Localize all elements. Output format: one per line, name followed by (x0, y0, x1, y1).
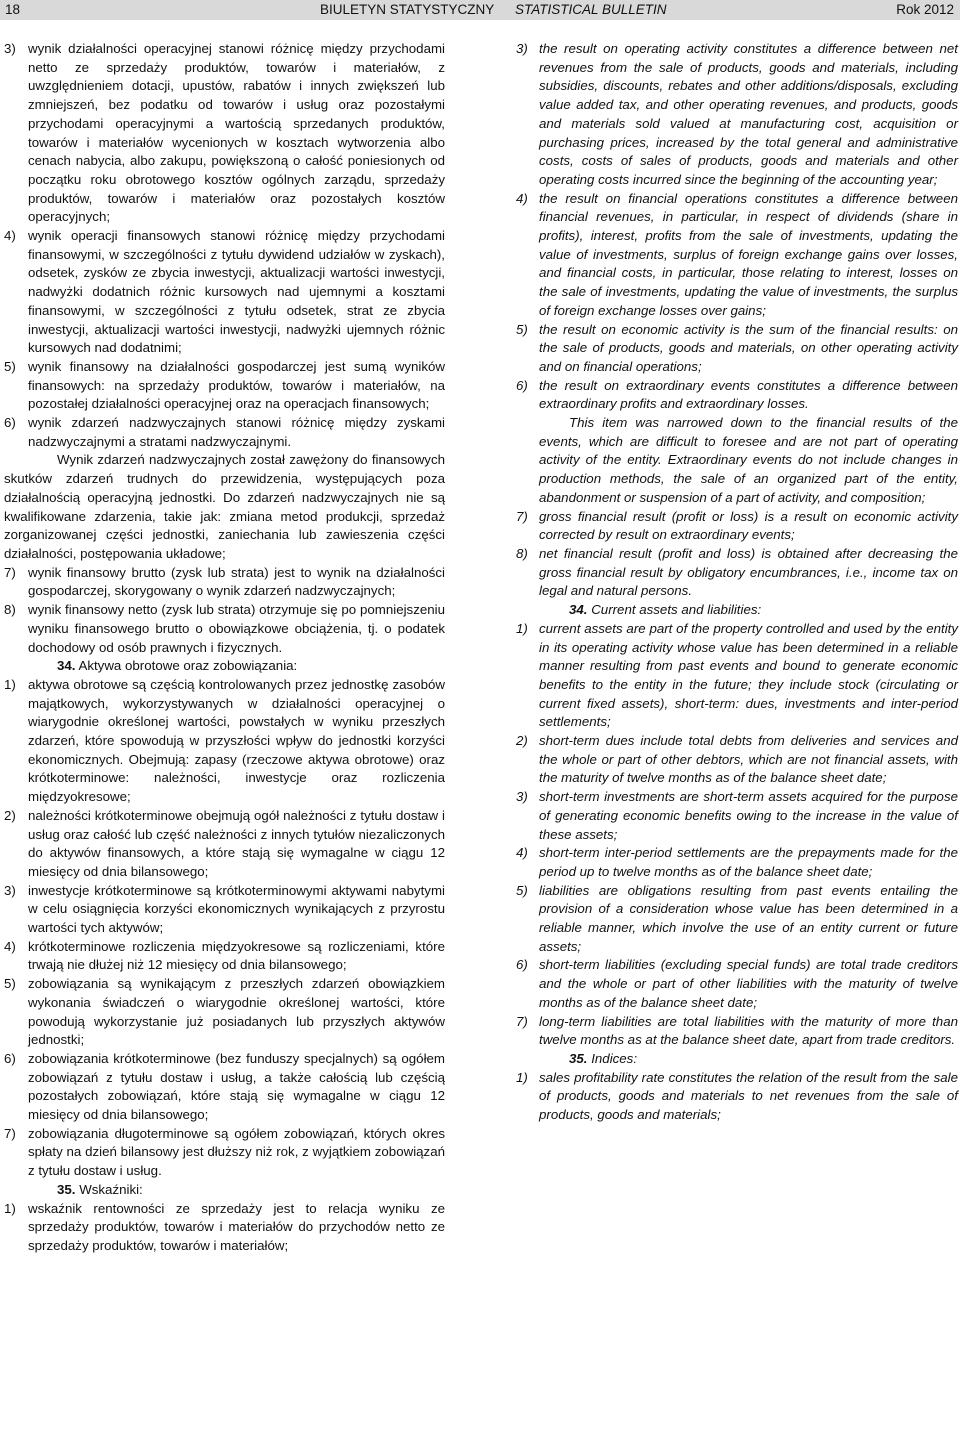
item-text: the result on economic activity is the sum of the financial results: on the sale of products, goods and materials, on other operating activity and on financial operations; (539, 321, 958, 374)
en-section-35-heading (539, 1050, 958, 1069)
pl-item-6 (4, 414, 445, 451)
item-text: sales profitability rate constitutes the relation of the result from the sale of products, goods and materials to net revenues from the sale of products, goods and materials; (539, 1069, 958, 1123)
en-item-8 (516, 545, 958, 601)
en-section-34-heading (539, 601, 958, 620)
item-text: inwestycje krótkoterminowe są krótkoterminowymi aktywami nabytymi w celu osiągnięcia korzyści ekonomicznych wynikających z przyrostu wartości tych aktywów; (28, 882, 445, 936)
item-text: the result on operating activity constitutes a difference between net revenues from the sale of products, goods and materials, including subsidies, discounts, rebates and other additions/disposals, excluding value added tax, and other operating revenues, and products, goods and materials sold valued at manufacturing cost, acquisition or purchasing prices, increased by the total general and administrative costs, costs of sales of products, goods and materials and other operating costs incurred since the beginning of the accounting year; (539, 41, 958, 187)
bulletin-title-pl: BIULETYN STATYSTYCZNY (320, 2, 495, 17)
item-text: należności krótkoterminowe obejmują ogół należności z tytułu dostaw i usług oraz całość lub część należności z innych tytułów niezaliczonych do aktywów finansowych, a które stają się wymagalne w ciągu 12 miesięcy od dnia bilansowego; (28, 807, 445, 879)
en-item-34-2 (516, 732, 958, 788)
item-number: 1) (516, 620, 528, 636)
section-number: 34. (57, 658, 76, 674)
en-item-5 (516, 321, 958, 377)
pl-section-35-heading (4, 1181, 445, 1200)
item-text: zobowiązania są wynikającym z przeszłych zdarzeń obowiązkiem wykonania świadczeń o wiarygodnie określonej wartości, które powodują wykorzystanie już posiadanych lub przyszłych aktywów jednostki; (28, 976, 445, 1048)
item-number: 5) (516, 882, 528, 898)
pl-item-4 (4, 227, 445, 358)
item-number: 2) (516, 733, 528, 749)
pl-item-34-1 (4, 676, 445, 807)
item-text: krótkoterminowe rozliczenia międzyokresowe są rozliczeniami, które trwają nie dłużej niż 12 miesięcy od dnia bilansowego; (28, 938, 445, 973)
en-item-6 (516, 377, 958, 414)
item-text: the result on extraordinary events constitutes a difference between extraordinary profits and extraordinary losses. (539, 377, 958, 412)
section-number: 34. (569, 602, 588, 618)
item-number: 1) (4, 676, 16, 692)
item-text: gross financial result (profit or loss) is a result on economic activity corrected by result on extraordinary events; (539, 508, 958, 543)
english-column (516, 40, 958, 1125)
en-item-34-3 (516, 788, 958, 844)
pl-item-34-4 (4, 938, 445, 975)
item-number: 7) (4, 564, 16, 580)
item-text: wynik działalności operacyjnej stanowi różnicę między przychodami netto ze sprzedaży produktów, towarów i materiałów, z uwzględnieniem dotacji, upustów, rabatów i innych zwiększeń lub zmniejszeń, bez podatku od towarów i usług oraz pozostałymi przychodami operacyjnymi a wartością sprzedanych produktów, towarów i materiałów wycenionych w kosztach wytworzenia albo cenach nabycia, albo zakupu, powiększoną o całość poniesionych od początku roku obrotowego kosztów ogólnych zarządu, sprzedaży produktów, towarów i materiałów oraz pozostałych kosztów operacyjnych; (28, 41, 445, 225)
item-number: 3) (516, 789, 528, 805)
page-number: 18 (5, 2, 21, 17)
item-text: wynik zdarzeń nadzwyczajnych stanowi różnicę między zyskami nadzwyczajnymi a stratami nadzwyczajnymi. (28, 415, 445, 449)
pl-item-34-5 (4, 975, 445, 1050)
item-text: aktywa obrotowe są częścią kontrolowanych przez jednostkę zasobów majątkowych, wykorzystywanych w działalności operacyjnej o wiarygodnie określonej wartości, powstałych w wyniku przeszłych zdarzeń, które spowodują w przyszłości wpływ do jednostki korzyści ekonomicznych. Obejmują: zapasy (rzeczowe aktywa obrotowe) oraz krótkoterminowe: należności, inwestycje oraz rozliczenia międzyokresowe; (28, 676, 445, 805)
en-item-34-7 (516, 1013, 958, 1050)
item-number: 5) (4, 976, 16, 992)
item-text: wynik finansowy na działalności gospodarczej jest sumą wyników finansowych: na sprzedaży produktów, towarów i materiałów, na pozostałej działalności operacyjnej oraz na operacjach finansowych; (28, 358, 445, 412)
item-number: 7) (4, 1125, 16, 1141)
section-number: 35. (569, 1050, 588, 1066)
item-number: 4) (4, 938, 16, 954)
item-text: wynik finansowy netto (zysk lub strata) otrzymuje się po pomniejszeniu wyniku finansowego brutto o obowiązkowe obciążenia, tj. o podatek dochodowy od osób prawnych i fizycznych. (28, 602, 445, 655)
en-paragraph-extraordinary: This item was narrowed down to the financial results of the events, which are difficult to foresee and are not part of operating activity of the entity. Extraordinary events do not include changes in production methods, the sale of an organized part of the entity, abandonment or suspension of a part of activity, and composition; (539, 415, 958, 505)
item-text: short-term investments are short-term assets acquired for the purpose of generating economic benefits owing to the increase in the value of these assets; (539, 789, 958, 842)
en-item-34-1 (516, 620, 958, 732)
en-item-7 (516, 508, 958, 545)
item-text: short-term liabilities (excluding special funds) are total trade creditors and the whole or part of other liabilities with the maturity of twelve months as of the balance sheet date; (539, 957, 958, 1010)
en-item-3 (516, 40, 958, 190)
pl-item-34-6 (4, 1050, 445, 1125)
item-text: long-term liabilities are total liabilities with the maturity of more than twelve months as at the balance sheet date, apart from trade creditors. (539, 1013, 958, 1048)
item-number: 7) (516, 508, 528, 524)
item-number: 3) (4, 882, 16, 898)
en-item-34-5 (516, 882, 958, 957)
item-number: 5) (4, 358, 16, 374)
item-text: wynik finansowy brutto (zysk lub strata) jest to wynik na działalności gospodarczej, skorygowany o wynik zdarzeń nadzwyczajnych; (28, 564, 445, 599)
item-number: 1) (516, 1069, 528, 1085)
item-text: the result on financial operations constitutes a difference between financial revenues, in particular, in respect of dividends (share in profits), interest, profits from the sale of investments, updating the value of investments, surplus of foreign exchange gains over losses, and financial costs, in particular, those relating to interest, losses on the sale of investments, updating the value of investments, the surplus of foreign exchange losses over gains; (539, 190, 958, 318)
pl-section-34-heading (4, 657, 445, 676)
item-number: 6) (516, 377, 528, 393)
item-number: 6) (4, 415, 16, 431)
pl-item-7 (4, 564, 445, 601)
section-title: Wskaźniki: (79, 1181, 143, 1197)
item-text: liabilities are obligations resulting from past events entailing the provision of a consideration whose value has been determined in a reliable manner, which involve the use of an entity current or future assets; (539, 882, 958, 954)
item-number: 6) (516, 957, 528, 973)
item-number: 3) (516, 41, 528, 56)
pl-paragraph-extraordinary: Wynik zdarzeń nadzwyczajnych został zawężony do finansowych skutków zdarzeń trudnych do przewidzenia, występujących poza działalnością operacyjną jednostki. Do zdarzeń nadzwyczajnych nie są kwalifikowane zdarzenia, takie jak: zmiana metod produkcji, sprzedaż zorganizowanej części jednostki, zaniechania lub zawieszenia części działalności, postępowania układowe; (4, 452, 445, 561)
bulletin-year: Rok 2012 (896, 2, 954, 17)
item-number: 4) (516, 845, 528, 861)
item-text: wynik operacji finansowych stanowi różnicę między przychodami finansowymi, w szczególności z tytułu dywidend udziałów w zyskach), odsetek, zysków ze zbycia inwestycji, aktualizacji wartości inwestycji, nadwyżki dodatnich różnic kursowych nad ujemnymi a kosztami finansowymi, w szczególności z tytułu odsetek, strat ze zbycia inwestycji, aktualizacji wartości inwestycji, nadwyżki ujemnych różnic kursowych nad dodatnimi; (28, 228, 445, 356)
item-text: wskaźnik rentowności ze sprzedaży jest to relacja wyniku ze sprzedaży produktów, towarów i materiałów do przychodów netto ze sprzedaży produktów, towarów i materiałów; (28, 1200, 445, 1253)
en-item-4 (516, 190, 958, 321)
item-number: 2) (4, 807, 16, 823)
item-number: 6) (4, 1050, 16, 1066)
item-number: 4) (4, 228, 16, 244)
en-item-34-4 (516, 844, 958, 881)
item-number: 8) (4, 602, 16, 618)
item-text: net financial result (profit and loss) is obtained after decreasing the gross financial result by obligatory encumbrances, i.e., income tax on legal and natural persons. (539, 545, 958, 599)
item-text: current assets are part of the property controlled and used by the entity in its operating activity whose value has been determined in a reliable manner resulting from past events and bound to generate economic benefits to the entity in the future; they include stock (circulating or current fixed assets), short-term: dues, investments and inter-period settlements; (539, 620, 958, 730)
item-text: short-term inter-period settlements are the prepayments made for the period up to twelve months as of the balance sheet date; (539, 845, 958, 879)
pl-item-34-2 (4, 807, 445, 882)
item-number: 7) (516, 1013, 528, 1029)
section-title: Indices: (591, 1050, 638, 1066)
pl-item-8 (4, 601, 445, 657)
page-header (0, 0, 960, 20)
item-text: short-term dues include total debts from deliveries and services and the whole or part of other debtors, which are not financial assets, with the maturity of twelve months as of the balance sheet date; (539, 733, 958, 786)
item-text: zobowiązania długoterminowe są ogółem zobowiązań, których okres spłaty na dzień bilansowy jest dłuższy niż rok, z wyjątkiem zobowiązań z tytułu dostaw i usług. (28, 1125, 445, 1179)
pl-item-34-7 (4, 1125, 445, 1181)
item-number: 8) (516, 545, 528, 561)
bulletin-title-en: STATISTICAL BULLETIN (515, 2, 667, 17)
item-text: zobowiązania krótkoterminowe (bez funduszy specjalnych) są ogółem zobowiązań z tytułu dostaw i usług, a także całością lub częścią pozostałych zobowiązań, które stają się wymagalne w ciągu 12 miesięcy od dnia bilansowego; (28, 1050, 445, 1123)
en-item-35-1 (516, 1069, 958, 1125)
en-item-34-6 (516, 956, 958, 1012)
polish-column (4, 40, 445, 1256)
section-number: 35. (57, 1181, 76, 1197)
item-number: 5) (516, 321, 528, 337)
item-number: 4) (516, 190, 528, 206)
pl-item-3 (4, 40, 445, 227)
pl-item-5 (4, 358, 445, 414)
item-number: 3) (4, 41, 16, 56)
item-number: 1) (4, 1200, 16, 1216)
section-title: Current assets and liabilities: (591, 602, 762, 618)
section-title: Aktywa obrotowe oraz zobowiązania: (78, 658, 298, 674)
pl-item-34-3 (4, 882, 445, 938)
pl-item-35-1 (4, 1200, 445, 1256)
